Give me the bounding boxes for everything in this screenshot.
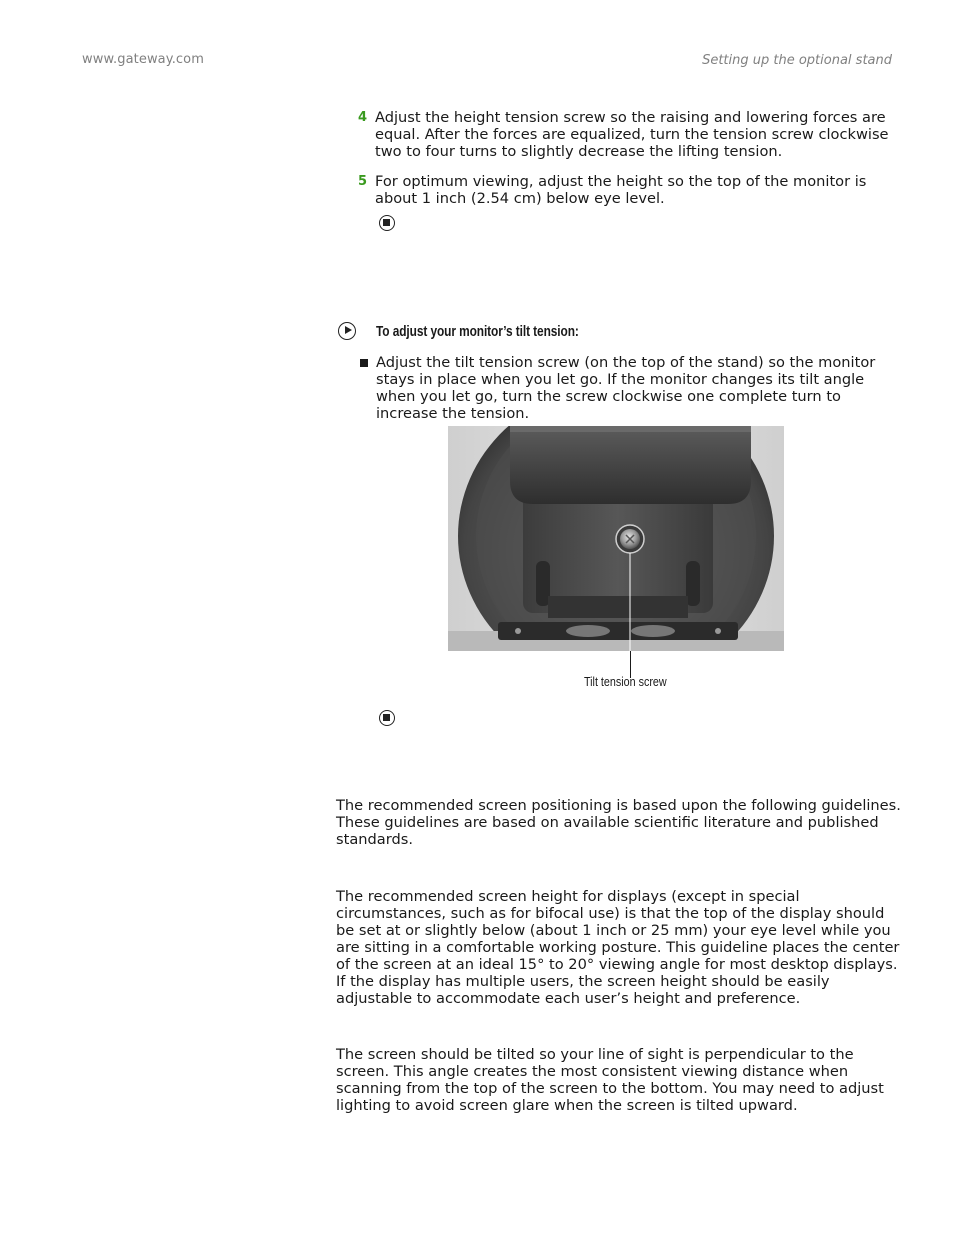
step-number: 4 bbox=[358, 110, 368, 125]
monitor-stand-photo bbox=[448, 426, 784, 651]
procedure-heading: To adjust your monitor’s tilt tension: bbox=[376, 324, 579, 340]
bullet-square-icon bbox=[360, 359, 368, 367]
screen-tilt-paragraph: The screen should be tilted so your line of sight is perpendicular to the screen. This angle creates the most consistent viewing distance when scanning from the top of the screen to the bottom. You may need to adjust lighting to avoid screen glare when the screen is tilted upward. bbox=[336, 1046, 884, 1114]
bullet-text: Adjust the tilt tension screw (on the top of the stand) so the monitor stays in place when you let go. If the monitor changes its tilt angle when you let go, turn the screw clockwise one complete turn to increase the tension. bbox=[376, 354, 876, 422]
procedure-start-icon bbox=[338, 322, 356, 340]
header-section-title: Setting up the optional stand bbox=[702, 53, 892, 68]
step-text: Adjust the height tension screw so the raising and lowering forces are equal. After the forces are equalized, turn the tension screw clockwise two to four turns to slightly decrease the lifting tension. bbox=[375, 109, 889, 160]
end-of-procedure-icon bbox=[379, 215, 395, 231]
step-4 bbox=[358, 109, 903, 163]
screen-height-paragraph: The recommended screen height for displays (except in special circumstances, such as for bifocal use) is that the top of the display should be set at or slightly below (about 1 inch or 25 mm) your eye level while you are sitting in a comfortable working posture. This guideline places the center of the screen at an ideal 15° to 20° viewing angle for most desktop displays. If the display has multiple users, the screen height should be easily adjustable to accommodate each user’s height and preference. bbox=[336, 888, 900, 1007]
figure-caption: Tilt tension screw bbox=[584, 675, 667, 689]
end-of-procedure-icon bbox=[379, 710, 395, 726]
callout-line bbox=[630, 651, 631, 678]
step-text: For optimum viewing, adjust the height so the top of the monitor is about 1 inch (2.54 cm) below eye level. bbox=[375, 173, 867, 207]
header-website: www.gateway.com bbox=[82, 52, 204, 67]
guidelines-paragraph: The recommended screen positioning is based upon the following guidelines. These guidelines are based on available scientific literature and published standards. bbox=[336, 797, 901, 848]
step-number: 5 bbox=[358, 174, 368, 189]
step-5 bbox=[358, 173, 903, 209]
